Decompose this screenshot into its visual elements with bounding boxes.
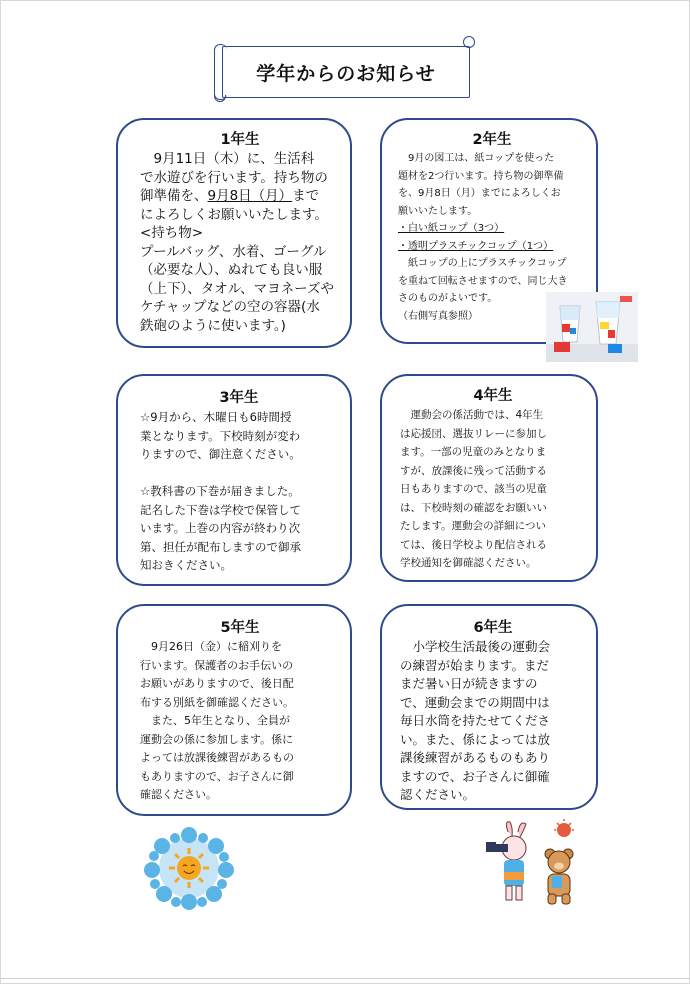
grade4-body: 運動会の係活動では、4年生 は応援団、選抜リレーに参加し ます。一部の児童のみとなりま すが、放課後に残って活動する 日もありますので、該当の児童 は、下校時刻の確認をお願いい たします。運動会の詳細につい ては、後日学校より配信される 学校通知を御確認ください。 [400, 409, 547, 569]
grade6-body: 小学校生活最後の運動会 の練習が始まります。まだ まだ暑い日が続きますの で、運動会までの期間中は 毎日水筒を持たせてくださ い。また、係によっては放 課後練習があるものもあり ますので、お子さんに御確 認ください。 [400, 639, 551, 802]
grade3-para1: ☆9月から、木曜日も6時間授 業となります。下校時刻が変わ りますので、御注意ください。 [140, 410, 301, 461]
grade4-card [380, 374, 598, 582]
grade2-intro: 9月の図工は、紙コップを使った 題材を2つ行います。持ち物の御準備 を、9月8日（月）までによろしくお 願いいたします。 [398, 153, 564, 217]
grade1-line3a: 御準備を、 [140, 188, 208, 204]
grade1-line2: で水遊びを行います。持ち物の [140, 169, 328, 186]
grade2-note: 紙コップの上にプラスチックコップ を重ねて回転させますので、同じ大き さのものがよいです。 [398, 258, 568, 304]
grade6-card [380, 604, 598, 810]
grade5-title: 5年生 [220, 620, 260, 636]
grade3-title: 3年生 [219, 390, 259, 406]
grade2-photo-ref: （右側写真参照） [398, 310, 478, 322]
grade6-title: 6年生 [473, 620, 513, 636]
grade1-body [140, 150, 340, 335]
grade2-item1: ・白い紙コップ（3つ） [398, 223, 505, 234]
grade5-card [116, 604, 352, 816]
grade4-title: 4年生 [473, 388, 513, 404]
smiling-sun-icon [142, 826, 236, 910]
grade3-body [140, 408, 338, 575]
grade1-deadline: 9月8日（月） [207, 188, 293, 204]
grade2-item2: ・透明プラスチックコップ（1つ） [398, 240, 554, 252]
grade1-title: 1年生 [220, 132, 260, 148]
grade5-body: 9月26日（金）に稲刈りを 行います。保護者のお手伝いの お願いがありますので、後日配 布する別紙を御確認ください。 また、5年生となり、全員が 運動会の係に参加します。係に よっては放課後練習があるもの もありますので、お子さんに御 確認ください。 [140, 640, 294, 801]
rabbit-and-bear-icon [480, 818, 592, 914]
grade1-line3b: まで [292, 188, 320, 204]
grade3-card [116, 374, 352, 586]
grade1-card [116, 118, 352, 348]
grade1-line1: 9月11日（木）に、生活科 [140, 151, 315, 167]
paper-cup-photo [546, 292, 638, 362]
footer-rule [0, 978, 690, 979]
grade1-rest: によろしくお願いいたします。 <持ち物> プールバッグ、水着、ゴーグル （必要な人）、ぬれても良い服 （上下）、タオル、マヨネーズや ケチャップなどの空の容器(水 鉄砲のように使います。) [140, 206, 334, 334]
grade2-title: 2年生 [472, 132, 512, 148]
grade3-para2: ☆教科書の下巻が届きました。 記名した下巻は学校で保管して います。上巻の内容が終わり次 第、担任が配布しますので御承 知おきください。 [140, 484, 301, 572]
page-title: 学年からのお知らせ [222, 46, 470, 98]
